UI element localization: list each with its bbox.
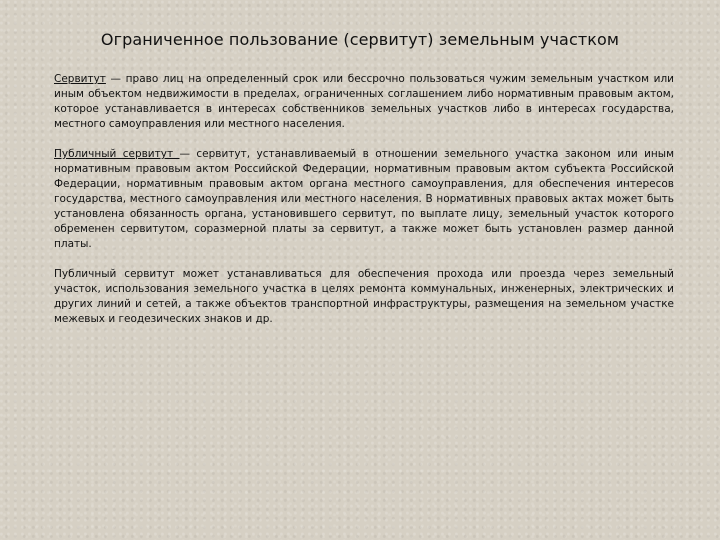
paragraph-servitude-definition <box>54 72 674 132</box>
slide-content <box>54 72 674 342</box>
servitude-definition-text: — право лиц на определенный срок или бессрочно пользоваться чужим земельным участком или иным объектом недвижимости в пределах, ограниченных соглашением либо нормативным правовым актом, которое устанавливается в интересах собственников земельных участков либо в интересах государства, местного самоуправления или местного населения. <box>54 73 674 130</box>
term-public-servitude: Публичный сервитут <box>54 148 180 160</box>
public-servitude-definition-text: — сервитут, устанавливаемый в отношении земельного участка законом или иным нормативным правовым актом Российской Федерации, нормативным правовым актом субъекта Российской Федерации, нормативным правовым актом органа местного самоуправления, для обеспечения интересов государства, местного самоуправления или местного населения. В нормативных правовых актах может быть установлена обязанность органа, установившего сервитут, по выплате лицу, земельный участок которого обременен сервитутом, соразмерной платы за сервитут, а также может быть установлен размер данной платы. <box>54 148 674 250</box>
paragraph-public-servitude-definition <box>54 147 674 252</box>
paragraph-public-servitude-purposes: Публичный сервитут может устанавливаться для обеспечения прохода или проезда через земельный участок, использования земельного участка в целях ремонта коммунальных, инженерных, электрических и других линий и сетей, а также объектов транспортной инфраструктуры, размещения на земельном участке межевых и геодезических знаков и др. <box>54 268 674 325</box>
slide-title: Ограниченное пользование (сервитут) земельным участком <box>100 30 620 49</box>
term-servitude: Сервитут <box>54 73 106 85</box>
